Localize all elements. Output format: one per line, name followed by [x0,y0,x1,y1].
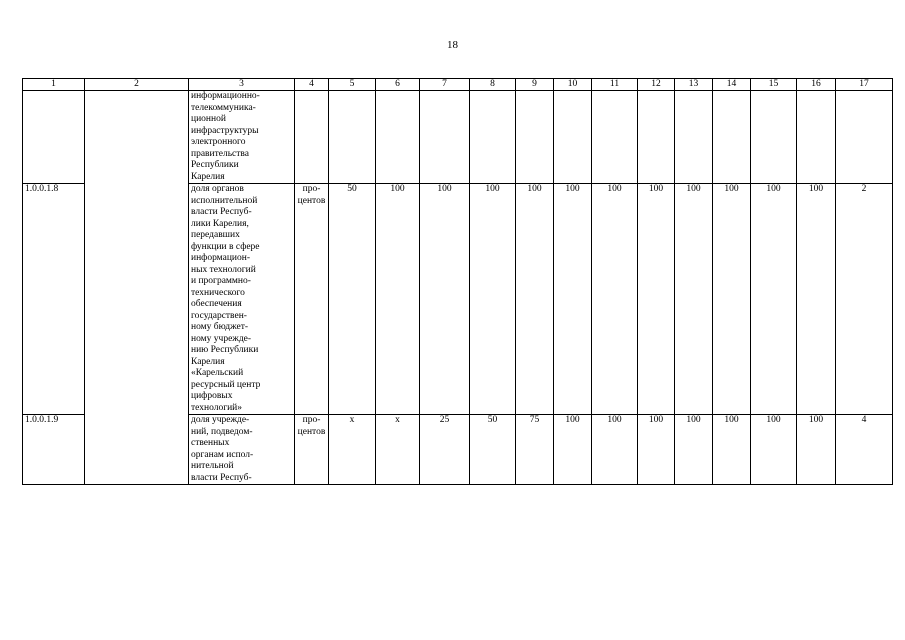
value-cell: 100 [592,184,638,415]
row-code: 1.0.0.1.9 [23,415,85,485]
table-row [23,91,893,184]
value-cell [420,91,470,184]
column-header: 16 [797,79,836,91]
value-cell [516,91,554,184]
value-cell [797,91,836,184]
value-cell: 100 [376,184,420,415]
text-line: и программно- [191,276,251,286]
value-cell [376,91,420,184]
text-line: лики Карелия, [191,218,249,229]
value-cell [470,91,516,184]
indicator-text [189,184,295,415]
text-line: органам испол- [191,449,254,460]
column-header: 10 [554,79,592,91]
unit-cell [295,91,329,184]
text-line: нию Республики [191,345,259,355]
column-header: 15 [751,79,797,91]
column-header: 1 [23,79,85,91]
text-line: «Карельский [191,368,244,378]
value-cell: 100 [554,184,592,415]
text-line: Карелия [191,356,225,367]
text-line: власти Респуб- [191,472,252,483]
value-cell [638,91,675,184]
column-header: 12 [638,79,675,91]
text-line: ственных [191,438,230,448]
indicator-text [189,91,295,184]
column-header: 17 [836,79,893,91]
text-line: цифровых [191,391,233,401]
row-code: 1.0.0.1.8 [23,184,85,415]
column-header: 8 [470,79,516,91]
value-cell: 100 [592,415,638,485]
column-header: 7 [420,79,470,91]
text-line: государствен- [191,310,247,321]
value-cell [675,91,713,184]
text-line: ний, подведом- [191,426,253,437]
unit-cell [295,184,329,415]
text-line: телекоммуника- [191,102,256,113]
value-cell: 100 [420,184,470,415]
value-cell: x [376,415,420,485]
value-cell: 100 [675,415,713,485]
text-line: электронного [191,137,246,147]
value-cell: 100 [751,184,797,415]
column-header: 9 [516,79,554,91]
value-cell [592,91,638,184]
text-line: Республики [191,160,239,170]
value-cell: 100 [675,184,713,415]
text-line: обеспечения [191,299,242,309]
text-line: Карелия [191,171,225,182]
value-cell: 100 [797,415,836,485]
text-line: ных технологий [191,264,256,275]
unit-line: про- [302,415,321,425]
text-line: правительства [191,148,250,159]
value-cell [751,91,797,184]
page-number: 18 [447,39,458,51]
value-cell: 100 [470,184,516,415]
row-code [23,91,85,184]
column-header: 4 [295,79,329,91]
column-header: 13 [675,79,713,91]
text-line: инфраструктуры [191,125,259,136]
value-cell: x [329,415,376,485]
value-cell [713,91,751,184]
column-2-merged-cell [85,91,189,485]
text-line: ному учрежде- [191,333,252,344]
value-cell [554,91,592,184]
text-line: технического [191,287,245,298]
value-cell: 4 [836,415,893,485]
value-cell: 100 [516,184,554,415]
value-cell: 100 [638,184,675,415]
text-line: информационно- [191,91,260,101]
text-line: технологий» [191,402,243,413]
value-cell: 75 [516,415,554,485]
text-line: функции в сфере [191,241,260,252]
value-cell: 100 [554,415,592,485]
value-cell: 2 [836,184,893,415]
text-line: доля органов [191,184,244,194]
value-cell: 50 [470,415,516,485]
text-line: власти Респуб- [191,207,252,217]
text-line: ресурсный центр [191,379,261,390]
unit-line: центов [297,195,326,206]
indicators-table [22,78,893,485]
value-cell: 50 [329,184,376,415]
unit-cell [295,415,329,485]
value-cell: 100 [713,184,751,415]
unit-line: про- [302,184,321,194]
text-line: информацион- [191,253,251,263]
value-cell: 100 [797,184,836,415]
column-header: 6 [376,79,420,91]
text-line: ному бюджет- [191,322,249,332]
text-line: передавших [191,230,240,240]
column-header: 14 [713,79,751,91]
column-header: 11 [592,79,638,91]
unit-line: центов [297,426,326,437]
header-row [23,79,893,91]
value-cell [329,91,376,184]
value-cell: 100 [751,415,797,485]
text-line: нительной [191,461,234,471]
text-line: исполнительной [191,195,258,206]
indicator-text [189,415,295,485]
text-line: ционной [191,114,226,124]
value-cell [836,91,893,184]
text-line: доля учрежде- [191,415,250,425]
value-cell: 100 [713,415,751,485]
column-header: 2 [85,79,189,91]
column-header: 5 [329,79,376,91]
column-header: 3 [189,79,295,91]
value-cell: 100 [638,415,675,485]
value-cell: 25 [420,415,470,485]
